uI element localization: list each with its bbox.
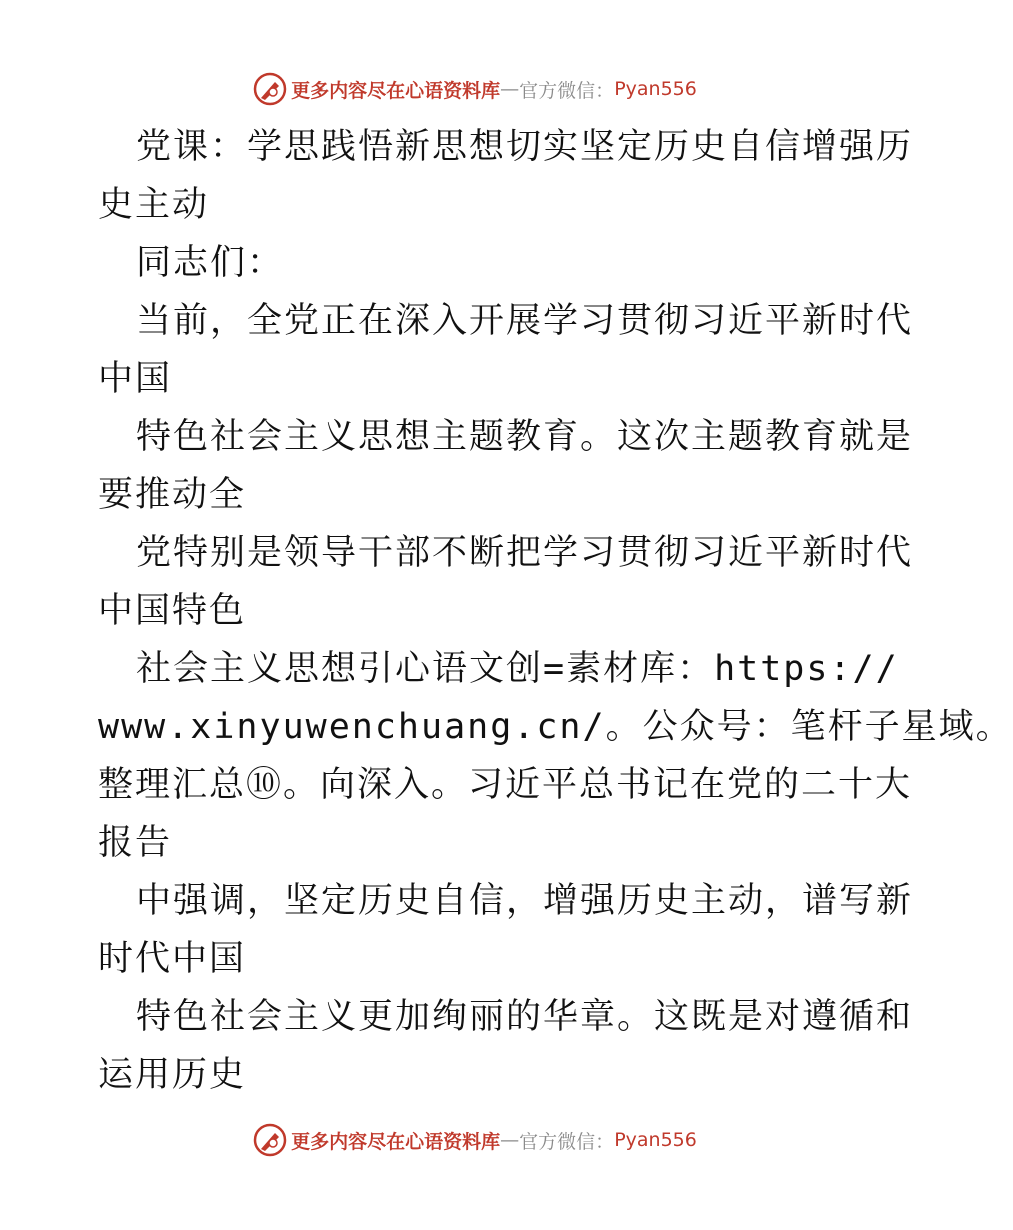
paragraph-line: 运用历史 [98, 1055, 247, 1095]
watermark-wechat-id: Pyan556 [614, 78, 697, 100]
watermark-brand: 更多内容尽在心语资料库 [291, 1130, 501, 1153]
paragraph-line: 社会主义思想引心语文创=素材库：https:// [136, 649, 899, 689]
watermark-wechat-label: 官方微信： [519, 1130, 615, 1153]
paragraph-line: 特色社会主义更加绚丽的华章。这既是对遵循和 [136, 997, 914, 1037]
paragraph-line: 当前，全党正在深入开展学习贯彻习近平新时代 [136, 301, 914, 341]
paragraph-line: 报告 [98, 823, 173, 863]
salutation: 同志们： [136, 243, 285, 283]
paragraph-line: 时代中国 [98, 939, 247, 979]
watermark-brand: 更多内容尽在心语资料库 [291, 79, 501, 102]
header-watermark [0, 69, 950, 109]
watermark-wechat-id: Pyan556 [614, 1129, 697, 1151]
pen-logo-icon [253, 1123, 287, 1157]
watermark-separator: — [500, 78, 520, 100]
title-line-1: 党课：学思践悟新思想切实坚定历史自信增强历 [136, 127, 914, 167]
paragraph-line: 特色社会主义思想主题教育。这次主题教育就是 [136, 417, 914, 457]
paragraph-line: www.xinyuwenchuang.cn/。公众号：笔杆子星域。 [98, 707, 1013, 747]
watermark-separator: — [500, 1129, 520, 1151]
document-body [98, 118, 1013, 1104]
title-line-2: 史主动 [98, 185, 210, 225]
paragraph-line: 中国 [98, 359, 173, 399]
watermark-wechat-label: 官方微信： [519, 79, 615, 102]
footer-watermark [0, 1120, 950, 1160]
paragraph-line: 要推动全 [98, 475, 247, 515]
paragraph-line: 中强调，坚定历史自信，增强历史主动，谱写新 [136, 881, 914, 921]
paragraph-line: 中国特色 [98, 591, 247, 631]
paragraph-line: 党特别是领导干部不断把学习贯彻习近平新时代 [136, 533, 914, 573]
pen-logo-icon [253, 72, 287, 106]
paragraph-line: 整理汇总⑩。向深入。习近平总书记在党的二十大 [98, 765, 913, 805]
